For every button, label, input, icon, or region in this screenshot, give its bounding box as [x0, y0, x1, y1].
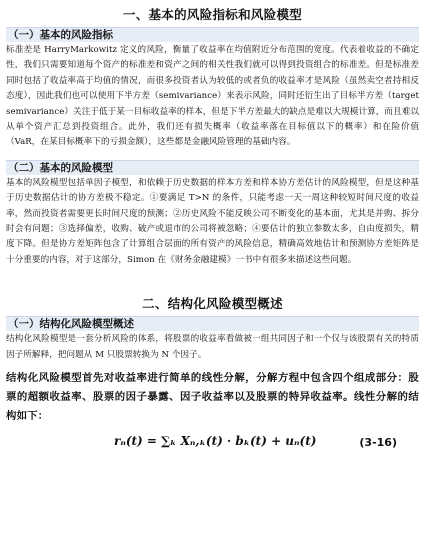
structured-risk-model-paragraph: 结构化风险模型是一套分析风险的体系，将股票的收益率看做被一组共同因子和一个仅与该股票有关的特质因子所解释，把问题从 M 只股票转换为 N 个因子。 [6, 334, 419, 360]
basic-risk-indicators-paragraph: 标准差是 HarryMarkowitz 定义的风险，衡量了收益率在均值附近分布范围的宽度。代表着收益的不确定性，我们只需要知道每个资产的标准差和资产之间的相关性我们就可以得到投资组合的标准差。但是标准差同时包括了收益率高于均值的情况，而很多投资者认为较低的或者负的收益率才是风险（虽然卖空者持相反态度），因此我们也可以使用下半方差（semivariance）来表示风险，同时还衍生出了目标半方差（target semivariance）关注于低于某一目标收益率的样本，但是下半方差最大的缺点是难以大规模计算，而且难以从单个资产汇总到投资组合。此外，我们还有损失概率（收益率落在目标值以下的概率）和在险价值（VaR，在某目标概率下的亏损金额），这些都是金融风险管理的基础内容。 [6, 45, 419, 148]
subsection-basic-risk-indicators-heading: （一）基本的风险指标 [6, 27, 419, 42]
equation-row [6, 430, 419, 458]
linear-decomposition-paragraph: 结构化风险模型首先对收益率进行简单的线性分解，分解方程中包含四个组成部分：股票的超额收益率、股票的因子暴露、因子收益率以及股票的特异收益率。线性分解的结构如下： [6, 372, 419, 423]
basic-risk-models-paragraph: 基本的风险模型包括单因子模型，和依赖于历史数据的样本方差和样本协方差估计的风险模型，但是这种基于历史数据估计的协方差极不稳定。①要满足 T>N 的条件，只能考虑一天一周这种较短时间尺度的收益率，然而投资者需要更长时间尺度的预测；②历史风险不能反映公司不断变化的基本面，尤其是并购、拆分时会有问题；③选择偏差，收购、破产或退市的公司将被忽略；④要估计的独立参数太多，自由度损失，精度下降。但是协方差矩阵包含了计算组合层面的所有资产的风险信息，精确高效地估计和预测协方差矩阵是十分重要的内容，对于这部分，Simon 在《财务金融建模》一书中有很多来描述这些问题。 [6, 177, 419, 265]
section-2-title: 二、结构化风险模型概述 [142, 296, 283, 312]
subsection-basic-risk-models-heading: （二）基本的风险模型 [6, 160, 419, 175]
spacer [6, 151, 419, 158]
spacer [6, 268, 419, 294]
section-1-title: 一、基本的风险指标和风险模型 [122, 7, 303, 22]
equation-number: (3-16) [359, 436, 397, 450]
subsection-structured-risk-model-overview-heading: （一）结构化风险模型概述 [6, 316, 419, 331]
linear-decomposition-formula: rₙ(t) = ∑ₖ Xₙ,ₖ(t) · bₖ(t) + uₙ(t) [114, 434, 317, 449]
